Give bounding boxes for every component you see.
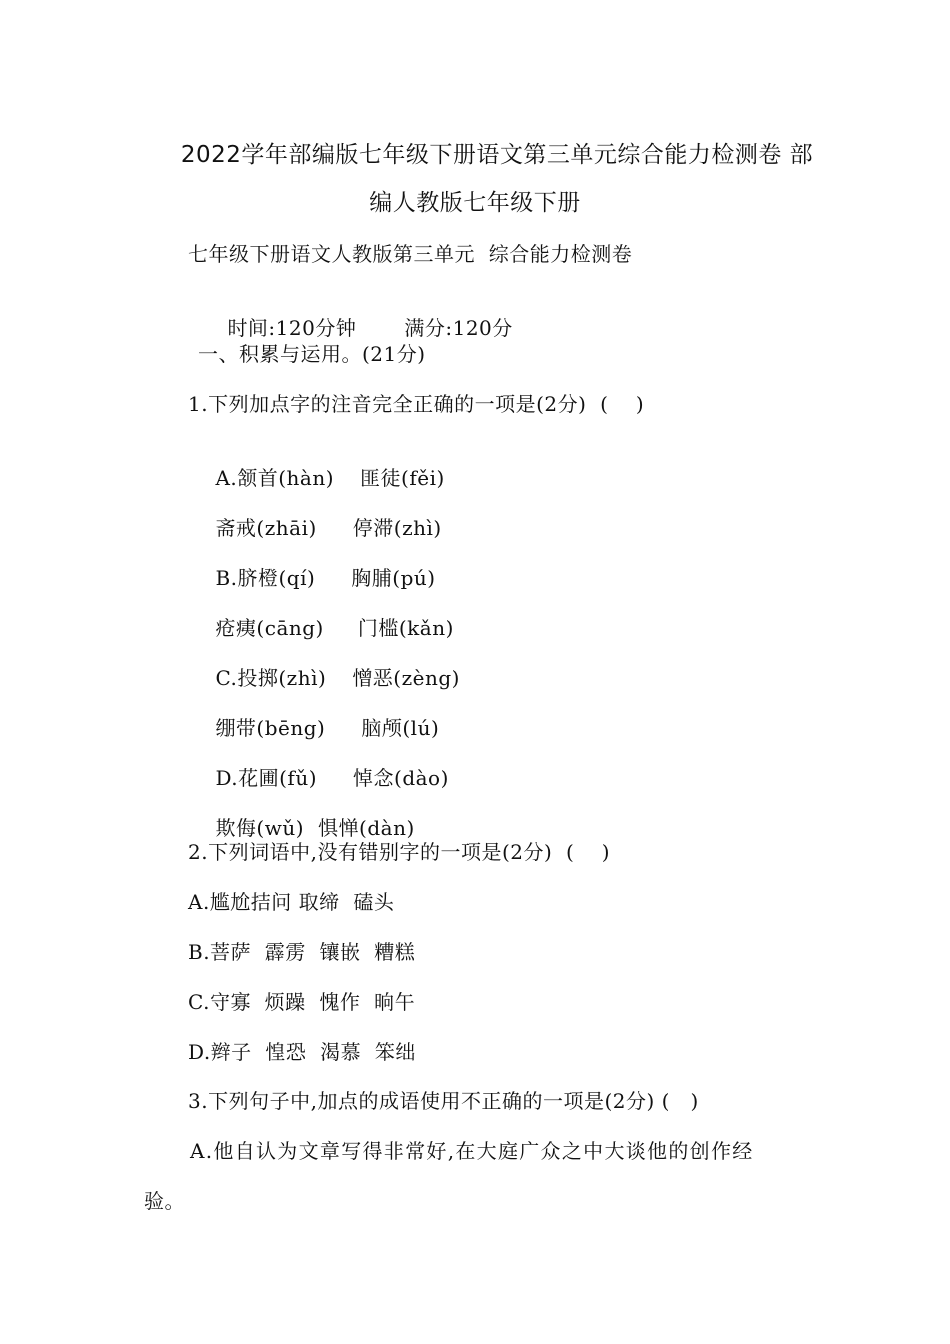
question-2-option-b: B.菩萨 霹雳 镶嵌 糟糕 <box>188 940 416 964</box>
exam-subtitle: 七年级下册语文人教版第三单元 综合能力检测卷 <box>188 242 633 266</box>
exam-time: 时间:120分钟 <box>227 316 357 340</box>
question-3-option-a-line-1: A.他自认为文章写得非常好,在大庭广众之中大谈他的创作经 <box>190 1139 754 1163</box>
question-1-stem: 1.下列加点字的注音完全正确的一项是(2分) ( ) <box>188 392 645 416</box>
option-text: 胸脯(pú) <box>351 566 436 590</box>
question-2-stem: 2.下列词语中,没有错别字的一项是(2分) ( ) <box>188 840 611 864</box>
option-text: D.花圃(fǔ) <box>215 766 318 790</box>
question-2-option-a: A.尴尬拮问 取缔 磕头 <box>188 890 395 914</box>
section-1-heading: 一、积累与运用。(21分) <box>198 342 426 366</box>
option-text: 绷带(bēng) <box>215 716 326 740</box>
option-text: 疮痍(cāng) <box>215 616 324 640</box>
exam-score: 满分:120分 <box>404 316 513 340</box>
document-title-line-1: 2022学年部编版七年级下册语文第三单元综合能力检测卷 部 <box>180 142 814 168</box>
option-text: C.投掷(zhì) <box>215 666 327 690</box>
question-2-option-d: D.辫子 惶恐 渴慕 笨绌 <box>188 1040 416 1064</box>
option-text: 门槛(kǎn) <box>357 616 454 640</box>
option-text: 惧惮(dàn) <box>318 816 415 840</box>
question-2-option-c: C.守寡 烦躁 愧作 晌午 <box>188 990 416 1014</box>
option-text: 欺侮(wǔ) <box>215 816 305 840</box>
question-3-option-a-line-2: 验。 <box>144 1189 185 1213</box>
document-title-line-2: 编人教版七年级下册 <box>369 190 581 216</box>
option-text: B.脐橙(qí) <box>215 566 316 590</box>
option-text: 斋戒(zhāi) <box>215 516 317 540</box>
option-text: 停滞(zhì) <box>352 516 442 540</box>
option-text: A.颔首(hàn) <box>215 466 335 490</box>
option-text: 脑颅(lú) <box>361 716 440 740</box>
option-text: 匪徒(fěi) <box>360 466 445 490</box>
option-text: 悼念(dào) <box>353 766 449 790</box>
option-text: 憎恶(zèng) <box>352 666 460 690</box>
question-3-stem: 3.下列句子中,加点的成语使用不正确的一项是(2分) ( ) <box>188 1089 699 1113</box>
